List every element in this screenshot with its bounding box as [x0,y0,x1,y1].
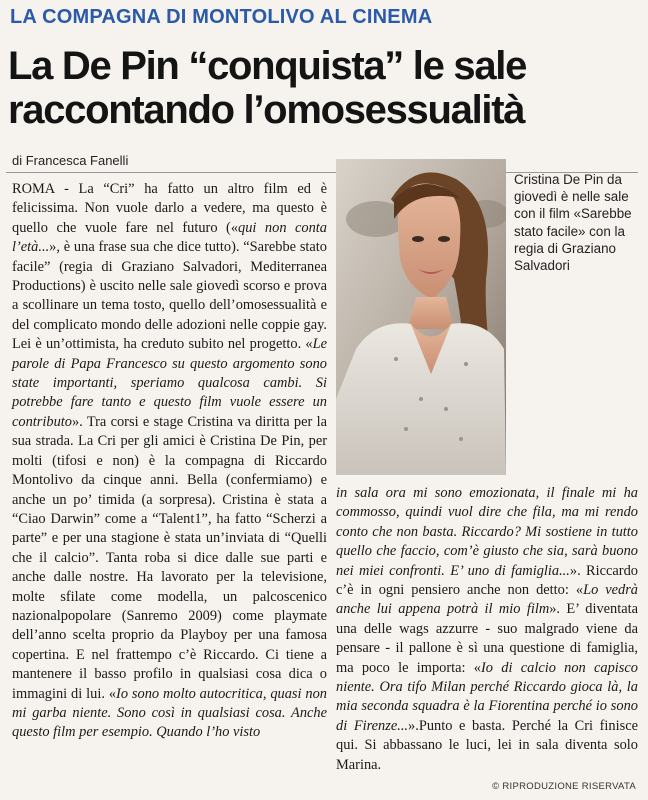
kicker: LA COMPAGNA DI MONTOLIVO AL CINEMA [10,6,433,28]
copyright-notice: © RIPRODUZIONE RISERVATA [492,781,636,792]
article-column-right [336,484,638,775]
headline: La De Pin “conquista” le sale raccontando l’omosessualità [8,44,527,132]
article-column-left [12,180,327,743]
byline: di Francesca Fanelli [12,153,129,168]
photo-caption: Cristina De Pin da giovedì è nelle sale con il film «Sarebbe stato facile» con la regia di Graziano Salvadori [514,172,632,274]
portrait-illustration [336,159,506,475]
portrait-photo [336,159,506,475]
article-paragraph: ROMA - La “Cri” ha fatto un altro film ed è felicissima. Non vuole darlo a vedere, ma questo è quello che vuole fare nel futuro («qui non conta l’età...», è una frase sua che dice tutto). “Sarebbe stato facile” (regia di Graziano Salvadori, Mediterranea Productions) è uscito nelle sale giovedì scorso e prova a scollinare un tema tosto, quello dell’omosessualità e del complicato mondo delle adozioni nelle coppie gay. Lei è un’ottimista, ha creduto subito nel progetto. «Le parole di Papa Francesco su questo argomento sono state importanti, speriamo qualcosa cambi. Si potrebbe fare tanto e questo film vuole essere un contributo». Tra corsi e stage Cristina va diritta per la sua strada. La Cri per gli amici è Cristina De Pin, per molti (tifosi e non) è la compagna di Riccardo Montolivo da cinque anni. Bella (confermiamo) e anche un po’ timida (a sorpresa). Cristina è stata a “Ciao Darwin” come a “Talent1”, ha fatto “Scherzi a parte” e per una stagione è stata un’inviata di “Quelli che il calcio”. Tanta roba si dice dalle sue parti e anche dalle nostre. Ha lavorato per la televisione, molte sfilate come modella, un palcoscenico nazionalpopolare (Sanremo 2009) come playmate dell’anno scelta proprio da Playboy per una famosa copertina. E nel frattempo c’è Riccardo. Ci tiene a mantenere il basso profilo in qualsiasi cosa dica o immagini di lui. «Io sono molto autocritica, quasi non mi garba niente. Sono così in qualsiasi cosa. Anche questo film per esempio. Quando l’ho visto [12,181,327,741]
article-paragraph: in sala ora mi sono emozionata, il finale mi ha commosso, quindi vuol dire che fila, ma mi rendo conto che non basta. Riccardo? Mi sostiene in tutto quello che faccio, com’è giusto che sia, sarà buono nei miei confronti. E’ uno di famiglia...». Riccardo c’è in ogni pensiero anche non detto: «Lo vedrà anche lui appena potrà il mio film». E’ diventata una delle wags azzurre - suo malgrado viene da pensare - il pallone è sì una questione di famiglia, ma poco le importa: «Io di calcio non capisco niente. Ora tifo Milan perché Riccardo gioca là, la mia seconda squadra è la Fiorentina perché io sono di Firenze...».Punto e basta. Perché la Cri finisce qui. Si abbassano le luci, lei in sala diventa solo Marina. [336,485,639,773]
